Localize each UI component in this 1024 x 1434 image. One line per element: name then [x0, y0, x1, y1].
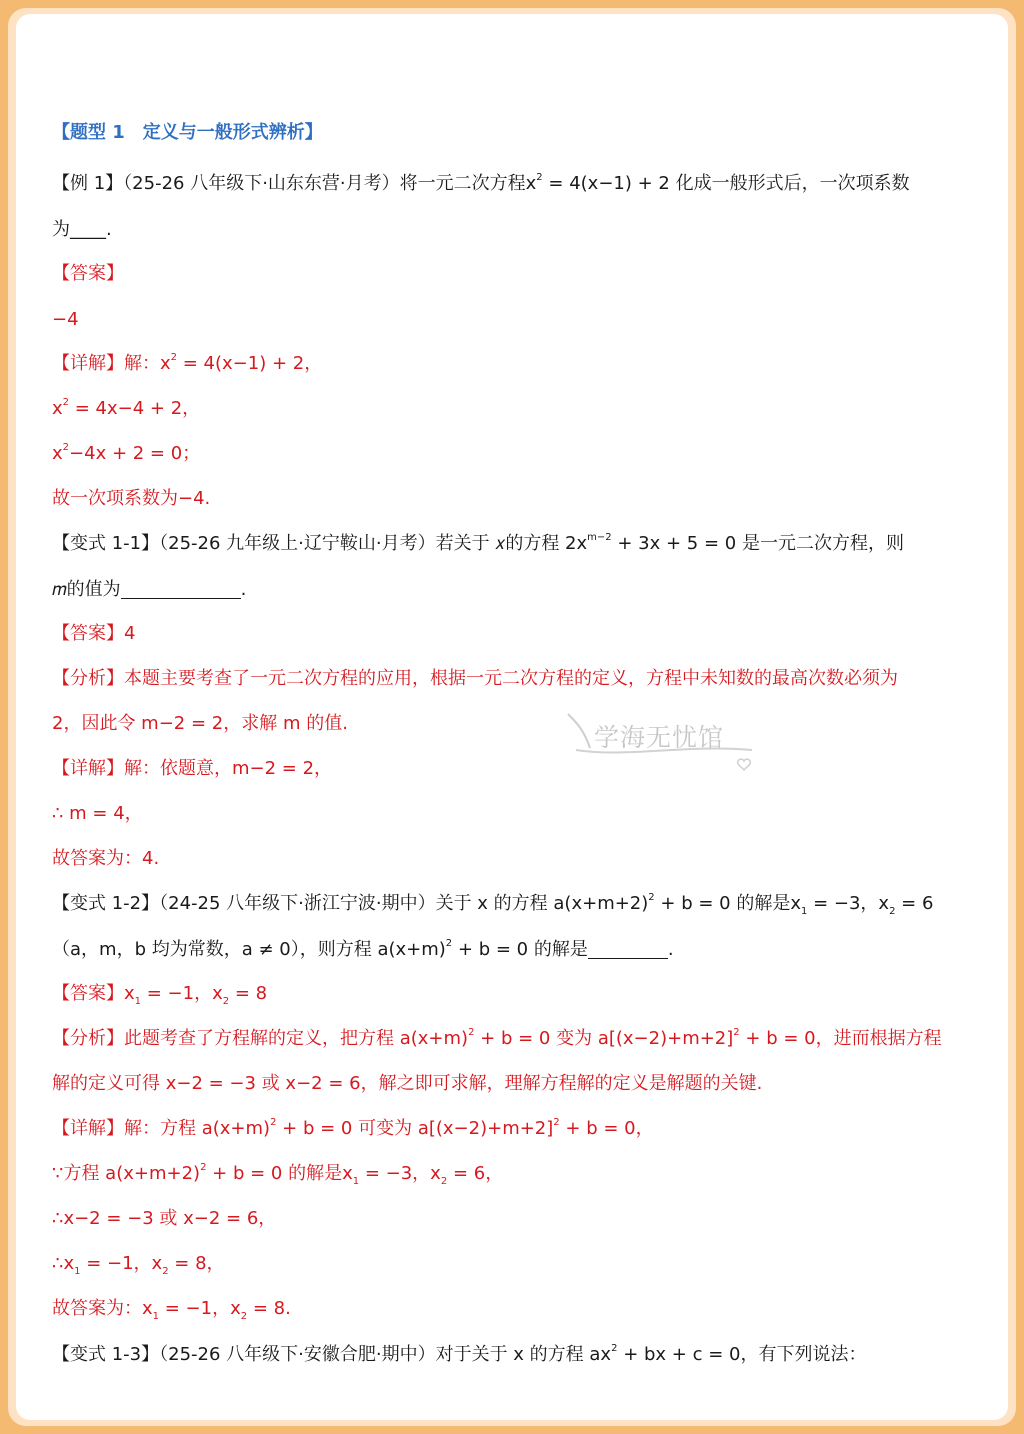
detail-text: = −1，x [159, 1298, 241, 1319]
variant-1-2-analysis-1 [52, 1027, 942, 1051]
detail-text: ∵方程 a(x+m+2) [52, 1163, 201, 1184]
detail-text: + b = 0 的解是x [206, 1163, 353, 1184]
detail-text: ∴x [52, 1253, 75, 1274]
q-text: . [667, 939, 674, 960]
exponent: 2 [270, 1117, 277, 1128]
subscript: 2 [162, 1266, 169, 1277]
q-text: 【例 1】（25-26 八年级下·山东东营·月考）将一元二次方程x [52, 173, 537, 194]
variant-1-1-answer: 【答案】4 [52, 623, 136, 644]
q-text: 𝑚的值为 [52, 579, 121, 600]
detail-tag: 【详解】 [52, 353, 124, 374]
watermark [566, 708, 766, 778]
answer-tag: 【答案】 [52, 263, 124, 284]
variant-1-1-analysis-1: 【分析】本题主要考查了一元二次方程的应用，根据一元二次方程的定义，方程中未知数的最高次数必须为 [52, 668, 898, 689]
detail-line-4: 故一次项系数为−4. [52, 488, 211, 509]
detail-text: 解：x [124, 353, 171, 374]
detail-text: + b = 0， [559, 1118, 654, 1139]
detail-text: x [52, 398, 63, 419]
variant-1-3-question [52, 1343, 866, 1367]
q-text: 【变式 1-2】（24-25 八年级下·浙江宁波·期中）关于 x 的方程 a(x+m+2) [52, 893, 649, 914]
exponent: 2 [62, 397, 70, 408]
detail-text: = −1，x [80, 1253, 163, 1274]
exponent: 2 [536, 172, 543, 183]
subscript: 1 [352, 1176, 360, 1187]
answer-text: = −1，x [141, 983, 223, 1004]
detail-text: = 8， [168, 1253, 225, 1274]
subscript: 1 [152, 1311, 160, 1322]
detail-text: + b = 0 可变为 a[(x−2)+m+2] [276, 1118, 554, 1139]
exponent: 2 [468, 1027, 475, 1038]
variant-1-2-detail-2 [52, 1162, 503, 1186]
exponent: 2 [553, 1117, 560, 1128]
variant-1-2-detail-4 [52, 1252, 225, 1276]
q-text: . [240, 579, 247, 600]
section-heading: 【题型 1 定义与一般形式辨析】 [52, 122, 323, 143]
exponent: 2 [648, 892, 655, 903]
detail-text: = 8. [247, 1298, 291, 1319]
analysis-text: + b = 0，进而根据方程 [739, 1028, 942, 1049]
variant-1-2-analysis-2: 解的定义可得 x−2 = −3 或 x−2 = 6，解之即可求解，理解方程解的定义是解题的关键. [52, 1073, 763, 1094]
detail-text: = 4(x−1) + 2， [177, 353, 323, 374]
detail-text: 【详解】解：方程 a(x+m) [52, 1118, 271, 1139]
example-1-question-line2: 为____. [52, 219, 112, 240]
exponent: 2 [733, 1027, 740, 1038]
answer-text: = 8 [229, 983, 268, 1004]
q-text: （a，m，b 均为常数，a ≠ 0），则方程 a(x+m) [52, 939, 446, 960]
variant-1-2-detail-1 [52, 1117, 654, 1141]
detail-text: = 4x−4 + 2， [69, 398, 201, 419]
q-text: + 3x + 5 = 0 是一元二次方程，则 [611, 533, 904, 554]
subscript: 1 [800, 906, 808, 917]
q-text: + b = 0 的解是 [452, 939, 588, 960]
variant-1-2-detail-5 [52, 1297, 291, 1321]
exponent: m−2 [587, 532, 612, 543]
exponent: 2 [170, 352, 178, 363]
answer-value: −4 [52, 309, 79, 330]
variant-1-1-detail-2: ∴ m = 4， [52, 803, 143, 824]
answer-blank [588, 940, 668, 959]
exponent: 2 [200, 1162, 207, 1173]
q-text: + b = 0 的解是x [654, 893, 801, 914]
subscript: 2 [889, 906, 896, 917]
watermark-text: 学海无忧馆 [594, 723, 725, 752]
example-1-question [52, 172, 910, 196]
exponent: 2 [445, 938, 453, 949]
detail-text: −4x + 2 = 0； [69, 443, 201, 464]
variant-1-1-detail-3: 故答案为：4. [52, 848, 160, 869]
q-text: = −3，x [807, 893, 890, 914]
exponent: 2 [62, 442, 70, 453]
answer-blank [121, 580, 241, 599]
detail-text: = −3，x [359, 1163, 441, 1184]
variant-1-2-detail-3: ∴x−2 = −3 或 x−2 = 6， [52, 1208, 277, 1229]
subscript: 2 [240, 1311, 248, 1322]
variant-1-2-answer [52, 982, 267, 1006]
q-text: 【变式 1-3】（25-26 八年级下·安徽合肥·期中）对于关于 x 的方程 ax [52, 1344, 612, 1365]
variant-1-1-analysis-2: 2，因此令 m−2 = 2，求解 m 的值. [52, 713, 348, 734]
subscript: 2 [222, 996, 230, 1007]
detail-line-3 [52, 442, 200, 466]
detail-line-1 [52, 352, 322, 376]
subscript: 1 [134, 996, 142, 1007]
detail-text: = 6， [447, 1163, 504, 1184]
analysis-text: + b = 0 变为 a[(x−2)+m+2] [474, 1028, 734, 1049]
analysis-text: 【分析】此题考查了方程解的定义，把方程 a(x+m) [52, 1028, 469, 1049]
q-text: 【变式 1-1】（25-26 九年级上·辽宁鞍山·月考）若关于 𝑥的方程 2x [52, 533, 588, 554]
detail-text: x [52, 443, 63, 464]
subscript: 2 [440, 1176, 448, 1187]
variant-1-2-question [52, 892, 933, 916]
variant-1-2-question-line2 [52, 938, 674, 962]
subscript: 1 [74, 1266, 81, 1277]
variant-1-1-question [52, 532, 904, 556]
q-text: = 6 [895, 893, 934, 914]
detail-text: 故答案为：x [52, 1298, 153, 1319]
answer-text: 【答案】x [52, 983, 135, 1004]
variant-1-1-question-line2 [52, 578, 246, 602]
variant-1-1-detail-1: 【详解】解：依题意，m−2 = 2， [52, 758, 333, 779]
q-text: = 4(x−1) + 2 化成一般形式后，一次项系数 [542, 173, 910, 194]
q-text: + bx + c = 0，有下列说法： [617, 1344, 867, 1365]
detail-line-2 [52, 397, 200, 421]
exponent: 2 [611, 1343, 618, 1354]
